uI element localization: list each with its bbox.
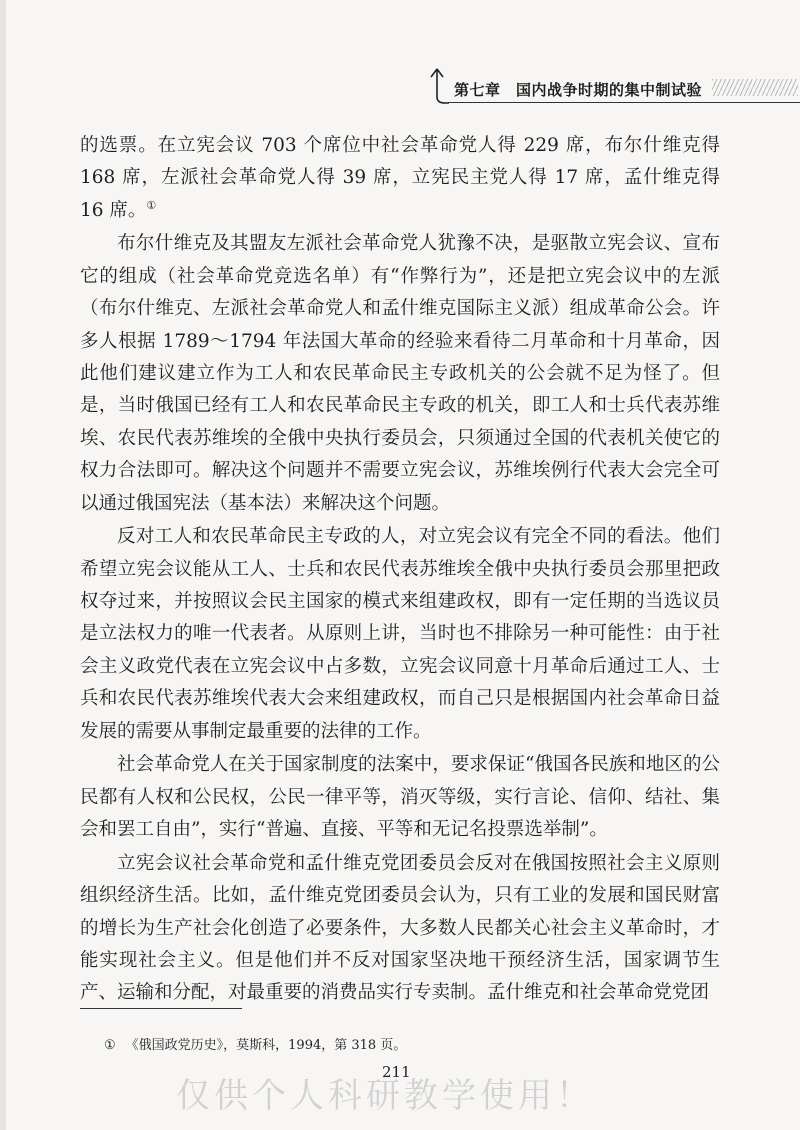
header-rule: [448, 102, 800, 103]
page-edge-shadow: [0, 0, 6, 1130]
watermark: 仅供个人科研教学使用！: [176, 1076, 594, 1116]
up-arrow-icon: [425, 67, 449, 105]
footnote-rule: [80, 1008, 242, 1009]
paragraph: 反对工人和农民革命民主专政的人，对立宪会议有完全不同的看法。他们希望立宪会议能从工人、士兵和农民代表苏维埃全俄中央执行委员会那里把政权夺过来，并按照议会民主国家的模式来组建政权，即有一定任期的当选议员是立法权力的唯一代表者。从原则上讲，当时也不排除另一种可能性：由于社会主义政党代表在立宪会议中占多数，立宪会议同意十月革命后通过工人、士兵和农民代表苏维埃代表大会来组建政权，而自己只是根据国内社会革命日益发展的需要从事制定最重要的法律的工作。: [80, 526, 720, 742]
main-text: [80, 130, 720, 1011]
header-hatch-decoration: [712, 79, 798, 96]
footnote: [104, 1034, 406, 1053]
footnote-number: ①: [104, 1038, 116, 1053]
running-header: [0, 0, 800, 112]
paragraph: [80, 130, 720, 227]
paragraph: 社会革命党人在关于国家制度的法案中，要求保证“俄国各民族和地区的公民都有人权和公民权，公民一律平等，消灭等级，实行言论、信仰、结社、集会和罢工自由”，实行“普遍、直接、平等和无记名投票选举制”。: [80, 754, 720, 841]
paragraph: 布尔什维克及其盟友左派社会革命党人犹豫不决，是驱散立宪会议、宣布它的组成（社会革命党竞选名单）有“作弊行为”，还是把立宪会议中的左派（布尔什维克、左派社会革命党人和孟什维克国际主义派）组成革命公会。许多人根据 1789～1794 年法国大革命的经验来看待二月革命和十月革命，因此他们建议建立作为工人和农民革命民主专政机关的公会就不足为怪了。但是，当时俄国已经有工人和农民革命民主专政的机关，即工人和士兵代表苏维埃、农民代表苏维埃的全俄中央执行委员会，只须通过全国的代表机关使它的权力合法即可。解决这个问题并不需要立宪会议，苏维埃例行代表大会完全可以通过俄国宪法（基本法）来解决这个问题。: [80, 233, 720, 514]
paragraph-text: 的选票。在立宪会议 703 个席位中社会革命党人得 229 席，布尔什维克得 168 席，左派社会革命党人得 39 席，立宪民主党人得 17 席，孟什维克得 16 席。: [80, 135, 720, 221]
footnote-mark: ①: [146, 198, 157, 212]
footnote-text: 《俄国政党历史》，莫斯科，1994，第 318 页。: [125, 1038, 407, 1053]
chapter-title: 第七章 国内战争时期的集中制试验: [454, 81, 703, 99]
paragraph: 立宪会议社会革命党和孟什维克党团委员会反对在俄国按照社会主义原则组织经济生活。比如，孟什维克党团委员会认为，只有工业的发展和国民财富的增长为生产社会化创造了必要条件，大多数人民都关心社会主义革命时，才能实现社会主义。但是他们并不反对国家坚决地干预经济生活，国家调节生产、运输和分配，对最重要的消费品实行专卖制。孟什维克和社会革命党党团: [80, 852, 720, 1004]
page-number: 211: [382, 1063, 411, 1081]
